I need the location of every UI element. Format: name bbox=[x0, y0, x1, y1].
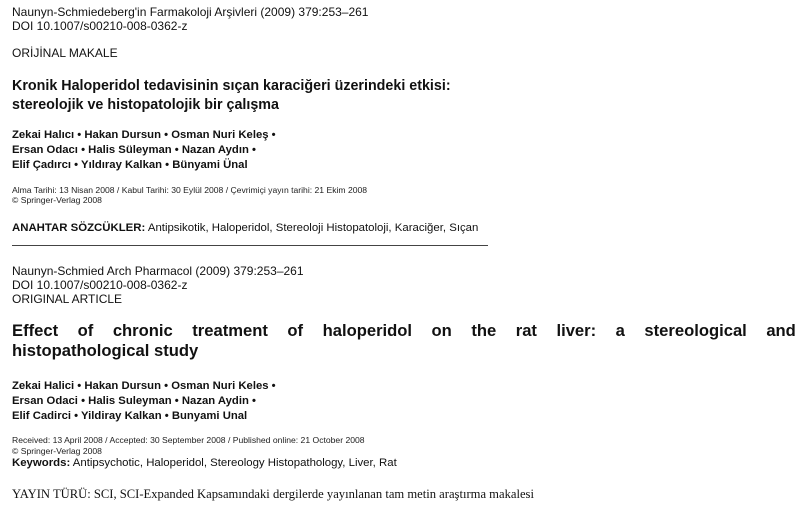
tr-article-type: ORİJİNAL MAKALE bbox=[12, 46, 118, 60]
publication-type-footer: YAYIN TÜRÜ: SCI, SCI-Expanded Kapsamındaki dergilerde yayınlanan tam metin araştırma makalesi bbox=[12, 487, 534, 501]
tr-title-line: stereolojik ve histopatolojik bir çalışma bbox=[12, 97, 279, 113]
en-dates: Received: 13 April 2008 / Accepted: 30 September 2008 / Published online: 21 October 2008 bbox=[12, 435, 365, 445]
en-title-word: liver: bbox=[556, 321, 597, 340]
en-journal-line: Naunyn-Schmied Arch Pharmacol (2009) 379:253–261 bbox=[12, 264, 304, 278]
tr-title bbox=[12, 77, 451, 115]
en-article-type: ORIGINAL ARTICLE bbox=[12, 292, 123, 306]
tr-keywords bbox=[12, 221, 478, 235]
en-title-word: and bbox=[766, 321, 796, 340]
en-keywords-label: Keywords: bbox=[12, 457, 71, 469]
tr-author-line: Ersan Odacı • Halis Süleyman • Nazan Aydın • bbox=[12, 144, 256, 156]
en-keywords-list: Antipsychotic, Haloperidol, Stereology Histopathology, Liver, Rat bbox=[70, 457, 397, 469]
en-title-line bbox=[12, 321, 796, 341]
tr-keywords-label: ANAHTAR SÖZCÜKLER: bbox=[12, 222, 146, 234]
en-title-word: stereological bbox=[644, 321, 747, 340]
tr-keywords-list: Antipsikotik, Haloperidol, Stereoloji Histopatoloji, Karaciğer, Sıçan bbox=[145, 222, 479, 234]
en-title-line: histopathological study bbox=[12, 341, 199, 360]
en-title bbox=[12, 321, 796, 361]
en-title-word: the bbox=[471, 321, 497, 340]
en-title-word: of bbox=[77, 321, 94, 340]
en-author-line: Elif Cadirci • Yildiray Kalkan • Bunyami Unal bbox=[12, 410, 248, 422]
en-title-word: of bbox=[287, 321, 304, 340]
en-title-word: treatment bbox=[192, 321, 268, 340]
en-title-word: haloperidol bbox=[322, 321, 413, 340]
en-copyright: © Springer-Verlag 2008 bbox=[12, 446, 102, 456]
tr-author-line: Zekai Halıcı • Hakan Dursun • Osman Nuri Keleş • bbox=[12, 129, 276, 141]
en-title-word: on bbox=[431, 321, 452, 340]
tr-author-line: Elif Çadırcı • Yıldıray Kalkan • Bünyami Ünal bbox=[12, 159, 248, 171]
en-author-line: Zekai Halici • Hakan Dursun • Osman Nuri Keles • bbox=[12, 380, 276, 392]
en-doi: DOI 10.1007/s00210-008-0362-z bbox=[12, 278, 188, 292]
tr-title-line: Kronik Haloperidol tedavisinin sıçan karaciğeri üzerindeki etkisi: bbox=[12, 78, 451, 94]
en-title-word: rat bbox=[515, 321, 537, 340]
en-author-line: Ersan Odaci • Halis Suleyman • Nazan Aydin • bbox=[12, 395, 256, 407]
section-divider bbox=[12, 245, 488, 246]
en-title-word: chronic bbox=[112, 321, 173, 340]
en-title-word: a bbox=[615, 321, 625, 340]
tr-copyright: © Springer-Verlag 2008 bbox=[12, 195, 102, 205]
tr-journal-line: Naunyn-Schmiedeberg'in Farmakoloji Arşivleri (2009) 379:253–261 bbox=[12, 5, 369, 19]
tr-authors bbox=[12, 128, 276, 173]
tr-doi: DOI 10.1007/s00210-008-0362-z bbox=[12, 19, 188, 33]
tr-dates: Alma Tarihi: 13 Nisan 2008 / Kabul Tarihi: 30 Eylül 2008 / Çevrimiçi yayın tarihi: 21 Ekim 2008 bbox=[12, 185, 368, 195]
en-authors bbox=[12, 379, 276, 424]
en-title-word: Effect bbox=[12, 321, 59, 340]
en-keywords bbox=[12, 456, 397, 470]
